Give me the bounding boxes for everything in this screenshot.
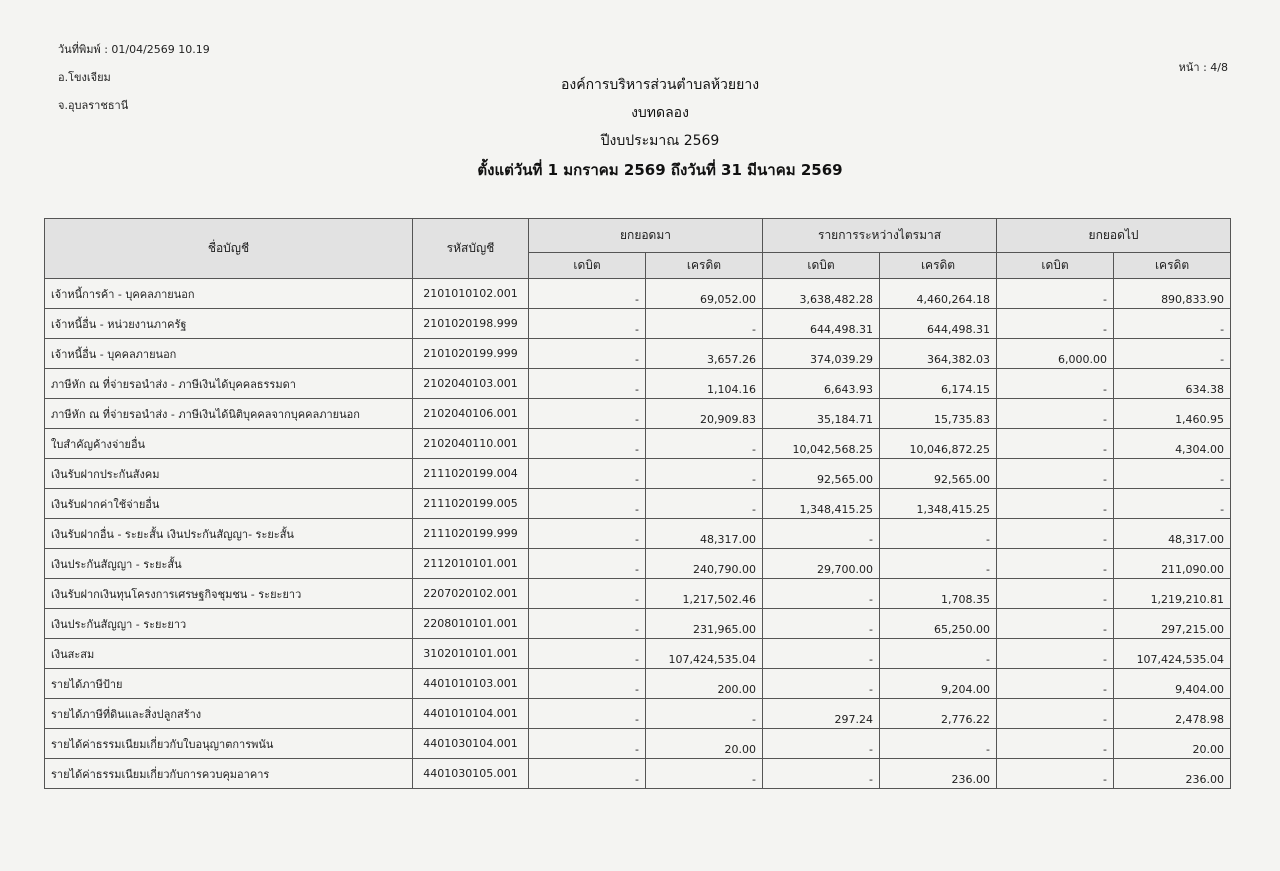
- table-row: [45, 699, 1231, 729]
- brought-forward-credit-cell: 1,104.16: [646, 369, 763, 399]
- brought-forward-debit-cell: -: [529, 369, 646, 399]
- account-name-cell: เงินรับฝากค่าใช้จ่ายอื่น: [45, 489, 413, 519]
- province-label: จ.อุบลราชธานี: [58, 99, 129, 112]
- brought-forward-debit-cell: -: [529, 669, 646, 699]
- quarter-credit-cell: 364,382.03: [880, 339, 997, 369]
- brought-forward-debit-cell: -: [529, 309, 646, 339]
- quarter-debit-cell: -: [763, 669, 880, 699]
- carried-forward-credit-cell: 20.00: [1114, 729, 1231, 759]
- quarter-credit-cell: 4,460,264.18: [880, 279, 997, 309]
- carried-forward-credit-cell: -: [1114, 339, 1231, 369]
- account-name-cell: เงินรับฝากประกันสังคม: [45, 459, 413, 489]
- account-name-cell: ใบสำคัญค้างจ่ายอื่น: [45, 429, 413, 459]
- carried-forward-credit-cell: -: [1114, 459, 1231, 489]
- account-code-cell: 4401010104.001: [413, 699, 529, 729]
- table-row: [45, 399, 1231, 429]
- header-account-code: รหัสบัญชี: [413, 219, 529, 279]
- carried-forward-credit-cell: 634.38: [1114, 369, 1231, 399]
- table-row: [45, 369, 1231, 399]
- quarter-credit-cell: 6,174.15: [880, 369, 997, 399]
- table-row: [45, 489, 1231, 519]
- carried-forward-credit-cell: 1,460.95: [1114, 399, 1231, 429]
- quarter-debit-cell: 29,700.00: [763, 549, 880, 579]
- carried-forward-credit-cell: 297,215.00: [1114, 609, 1231, 639]
- header-credit: เครดิต: [646, 253, 763, 279]
- quarter-debit-cell: 35,184.71: [763, 399, 880, 429]
- carried-forward-credit-cell: 236.00: [1114, 759, 1231, 789]
- quarter-credit-cell: 644,498.31: [880, 309, 997, 339]
- carried-forward-debit-cell: -: [997, 549, 1114, 579]
- account-code-cell: 2102040103.001: [413, 369, 529, 399]
- account-name-cell: รายได้ภาษีที่ดินและสิ่งปลูกสร้าง: [45, 699, 413, 729]
- account-code-cell: 2101010102.001: [413, 279, 529, 309]
- quarter-debit-cell: 297.24: [763, 699, 880, 729]
- quarter-debit-cell: 374,039.29: [763, 339, 880, 369]
- quarter-debit-cell: -: [763, 609, 880, 639]
- account-name-cell: รายได้ค่าธรรมเนียมเกี่ยวกับใบอนุญาตการพนัน: [45, 729, 413, 759]
- account-code-cell: 2101020198.999: [413, 309, 529, 339]
- table-row: [45, 639, 1231, 669]
- fiscal-year: ปีงบประมาณ 2569: [600, 133, 720, 149]
- quarter-credit-cell: 1,708.35: [880, 579, 997, 609]
- carried-forward-debit-cell: -: [997, 729, 1114, 759]
- quarter-credit-cell: -: [880, 549, 997, 579]
- quarter-credit-cell: 65,250.00: [880, 609, 997, 639]
- brought-forward-debit-cell: -: [529, 699, 646, 729]
- brought-forward-debit-cell: -: [529, 429, 646, 459]
- quarter-debit-cell: 92,565.00: [763, 459, 880, 489]
- quarter-credit-cell: 2,776.22: [880, 699, 997, 729]
- brought-forward-debit-cell: -: [529, 729, 646, 759]
- brought-forward-credit-cell: 48,317.00: [646, 519, 763, 549]
- quarter-credit-cell: 92,565.00: [880, 459, 997, 489]
- account-code-cell: 2102040110.001: [413, 429, 529, 459]
- quarter-debit-cell: 644,498.31: [763, 309, 880, 339]
- account-code-cell: 3102010101.001: [413, 639, 529, 669]
- brought-forward-debit-cell: -: [529, 609, 646, 639]
- carried-forward-credit-cell: 211,090.00: [1114, 549, 1231, 579]
- quarter-credit-cell: 9,204.00: [880, 669, 997, 699]
- brought-forward-credit-cell: 69,052.00: [646, 279, 763, 309]
- quarter-debit-cell: 3,638,482.28: [763, 279, 880, 309]
- quarter-credit-cell: -: [880, 639, 997, 669]
- page-number: หน้า : 4/8: [1178, 61, 1228, 74]
- carried-forward-credit-cell: -: [1114, 309, 1231, 339]
- account-code-cell: 2112010101.001: [413, 549, 529, 579]
- carried-forward-credit-cell: -: [1114, 489, 1231, 519]
- carried-forward-debit-cell: -: [997, 699, 1114, 729]
- account-name-cell: เจ้าหนี้อื่น - บุคคลภายนอก: [45, 339, 413, 369]
- account-code-cell: 4401030104.001: [413, 729, 529, 759]
- carried-forward-debit-cell: 6,000.00: [997, 339, 1114, 369]
- carried-forward-debit-cell: -: [997, 459, 1114, 489]
- account-code-cell: 2102040106.001: [413, 399, 529, 429]
- brought-forward-debit-cell: -: [529, 459, 646, 489]
- table-row: [45, 579, 1231, 609]
- brought-forward-debit-cell: -: [529, 519, 646, 549]
- carried-forward-debit-cell: -: [997, 429, 1114, 459]
- header-credit: เครดิต: [1114, 253, 1231, 279]
- account-name-cell: เงินสะสม: [45, 639, 413, 669]
- carried-forward-debit-cell: -: [997, 519, 1114, 549]
- quarter-credit-cell: 1,348,415.25: [880, 489, 997, 519]
- report-title: งบทดลอง: [631, 105, 689, 121]
- quarter-credit-cell: -: [880, 729, 997, 759]
- table-row: [45, 459, 1231, 489]
- carried-forward-credit-cell: 890,833.90: [1114, 279, 1231, 309]
- account-name-cell: ภาษีหัก ณ ที่จ่ายรอนำส่ง - ภาษีเงินได้บุคคลธรรมดา: [45, 369, 413, 399]
- print-date: วันที่พิมพ์ : 01/04/2569 10.19: [58, 43, 210, 56]
- table-row: [45, 549, 1231, 579]
- carried-forward-credit-cell: 48,317.00: [1114, 519, 1231, 549]
- carried-forward-debit-cell: -: [997, 279, 1114, 309]
- brought-forward-credit-cell: 1,217,502.46: [646, 579, 763, 609]
- brought-forward-credit-cell: 200.00: [646, 669, 763, 699]
- table-row: [45, 519, 1231, 549]
- brought-forward-debit-cell: -: [529, 279, 646, 309]
- account-code-cell: 2208010101.001: [413, 609, 529, 639]
- header-during-quarter: รายการระหว่างไตรมาส: [763, 219, 997, 253]
- account-code-cell: 2111020199.004: [413, 459, 529, 489]
- brought-forward-credit-cell: -: [646, 429, 763, 459]
- district-label: อ.โขงเจียม: [58, 71, 111, 84]
- brought-forward-credit-cell: 107,424,535.04: [646, 639, 763, 669]
- account-name-cell: เจ้าหนี้การค้า - บุคคลภายนอก: [45, 279, 413, 309]
- quarter-credit-cell: -: [880, 519, 997, 549]
- brought-forward-credit-cell: 231,965.00: [646, 609, 763, 639]
- organization-name: องค์การบริหารส่วนตำบลห้วยยาง: [560, 77, 760, 93]
- brought-forward-credit-cell: -: [646, 459, 763, 489]
- table-row: [45, 669, 1231, 699]
- brought-forward-credit-cell: 20,909.83: [646, 399, 763, 429]
- header-brought-forward: ยกยอดมา: [529, 219, 763, 253]
- account-name-cell: รายได้ค่าธรรมเนียมเกี่ยวกับการควบคุมอาคาร: [45, 759, 413, 789]
- account-code-cell: 4401010103.001: [413, 669, 529, 699]
- account-name-cell: ภาษีหัก ณ ที่จ่ายรอนำส่ง - ภาษีเงินได้นิติบุคคลจากบุคคลภายนอก: [45, 399, 413, 429]
- account-code-cell: 2207020102.001: [413, 579, 529, 609]
- account-name-cell: เงินประกันสัญญา - ระยะสั้น: [45, 549, 413, 579]
- account-name-cell: เจ้าหนี้อื่น - หน่วยงานภาครัฐ: [45, 309, 413, 339]
- carried-forward-debit-cell: -: [997, 369, 1114, 399]
- table-row: [45, 309, 1231, 339]
- header-carried-forward: ยกยอดไป: [997, 219, 1231, 253]
- table-row: [45, 609, 1231, 639]
- quarter-credit-cell: 10,046,872.25: [880, 429, 997, 459]
- quarter-debit-cell: -: [763, 639, 880, 669]
- account-name-cell: เงินรับฝากเงินทุนโครงการเศรษฐกิจชุมชน - ระยะยาว: [45, 579, 413, 609]
- carried-forward-debit-cell: -: [997, 609, 1114, 639]
- brought-forward-credit-cell: 240,790.00: [646, 549, 763, 579]
- table-row: [45, 729, 1231, 759]
- quarter-debit-cell: -: [763, 759, 880, 789]
- carried-forward-credit-cell: 107,424,535.04: [1114, 639, 1231, 669]
- brought-forward-debit-cell: -: [529, 339, 646, 369]
- header-debit: เดบิต: [529, 253, 646, 279]
- quarter-debit-cell: -: [763, 519, 880, 549]
- account-code-cell: 2111020199.999: [413, 519, 529, 549]
- carried-forward-debit-cell: -: [997, 669, 1114, 699]
- carried-forward-debit-cell: -: [997, 639, 1114, 669]
- carried-forward-debit-cell: -: [997, 579, 1114, 609]
- quarter-debit-cell: 1,348,415.25: [763, 489, 880, 519]
- report-period: ตั้งแต่วันที่ 1 มกราคม 2569 ถึงวันที่ 31 มีนาคม 2569: [477, 161, 843, 179]
- trial-balance-table: [44, 218, 1231, 789]
- brought-forward-credit-cell: -: [646, 489, 763, 519]
- quarter-debit-cell: 6,643.93: [763, 369, 880, 399]
- header-debit: เดบิต: [763, 253, 880, 279]
- brought-forward-debit-cell: -: [529, 549, 646, 579]
- brought-forward-debit-cell: -: [529, 399, 646, 429]
- brought-forward-credit-cell: -: [646, 309, 763, 339]
- table-row: [45, 429, 1231, 459]
- brought-forward-credit-cell: 3,657.26: [646, 339, 763, 369]
- brought-forward-debit-cell: -: [529, 759, 646, 789]
- brought-forward-credit-cell: -: [646, 759, 763, 789]
- quarter-debit-cell: 10,042,568.25: [763, 429, 880, 459]
- brought-forward-credit-cell: -: [646, 699, 763, 729]
- account-name-cell: รายได้ภาษีป้าย: [45, 669, 413, 699]
- account-name-cell: เงินประกันสัญญา - ระยะยาว: [45, 609, 413, 639]
- table-row: [45, 339, 1231, 369]
- quarter-credit-cell: 236.00: [880, 759, 997, 789]
- table-row: [45, 759, 1231, 789]
- carried-forward-credit-cell: 1,219,210.81: [1114, 579, 1231, 609]
- account-code-cell: 2111020199.005: [413, 489, 529, 519]
- carried-forward-credit-cell: 4,304.00: [1114, 429, 1231, 459]
- account-name-cell: เงินรับฝากอื่น - ระยะสั้น เงินประกันสัญญา- ระยะสั้น: [45, 519, 413, 549]
- account-code-cell: 4401030105.001: [413, 759, 529, 789]
- quarter-credit-cell: 15,735.83: [880, 399, 997, 429]
- carried-forward-credit-cell: 9,404.00: [1114, 669, 1231, 699]
- header-account-name: ชื่อบัญชี: [45, 219, 413, 279]
- table-row: [45, 279, 1231, 309]
- account-code-cell: 2101020199.999: [413, 339, 529, 369]
- brought-forward-credit-cell: 20.00: [646, 729, 763, 759]
- header-credit: เครดิต: [880, 253, 997, 279]
- carried-forward-debit-cell: -: [997, 309, 1114, 339]
- brought-forward-debit-cell: -: [529, 579, 646, 609]
- carried-forward-debit-cell: -: [997, 759, 1114, 789]
- quarter-debit-cell: -: [763, 729, 880, 759]
- carried-forward-credit-cell: 2,478.98: [1114, 699, 1231, 729]
- carried-forward-debit-cell: -: [997, 399, 1114, 429]
- brought-forward-debit-cell: -: [529, 489, 646, 519]
- carried-forward-debit-cell: -: [997, 489, 1114, 519]
- brought-forward-debit-cell: -: [529, 639, 646, 669]
- quarter-debit-cell: -: [763, 579, 880, 609]
- header-debit: เดบิต: [997, 253, 1114, 279]
